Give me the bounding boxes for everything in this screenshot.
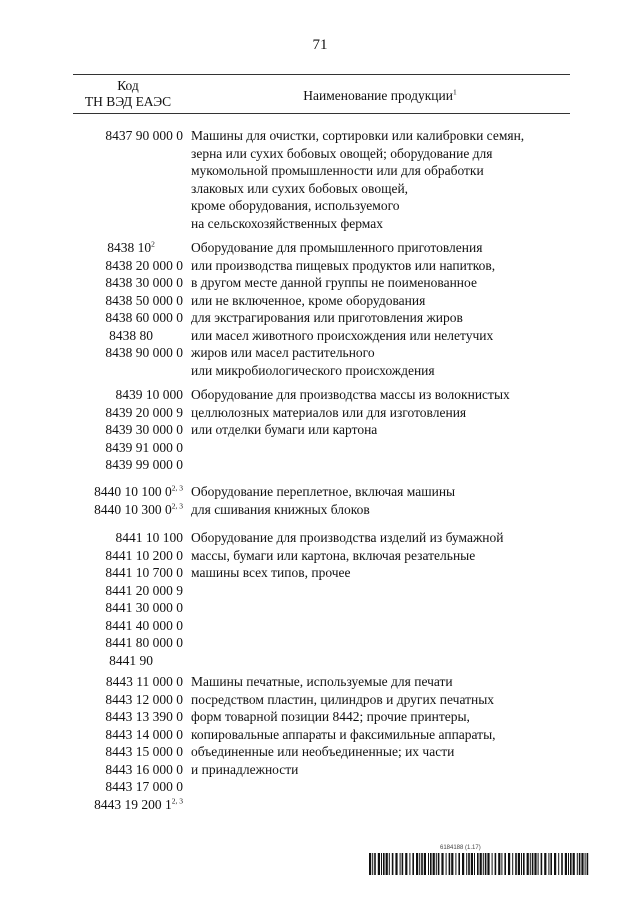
tnved-code: [73, 456, 183, 474]
code-text: 8438 30 000 0: [105, 275, 183, 290]
header-name-label: Наименование продукции: [303, 88, 453, 103]
code-text: 8443 19 200 1: [94, 796, 172, 812]
tnved-code: [73, 257, 183, 275]
tnved-code: [73, 726, 183, 744]
description-line: мукомольной промышленности или для обработки: [191, 163, 484, 178]
description-line: Оборудование для производства массы из волокнистых: [191, 387, 510, 402]
description-line: Машины для очистки, сортировки или калибровки семян,: [191, 128, 525, 143]
code-text: 8441 10 100: [115, 530, 183, 545]
code-text: 8439 10 000: [115, 387, 183, 402]
tnved-code: [73, 344, 183, 362]
code-cell: [73, 127, 183, 145]
code-text: 8443 12 000 0: [105, 691, 183, 707]
tnved-code: [73, 796, 183, 814]
tnved-code: [73, 529, 183, 547]
description-line: машины всех типов, прочее: [191, 565, 351, 580]
tnved-code: [73, 239, 183, 257]
description-line: Оборудование переплетное, включая машины: [191, 484, 456, 499]
tnved-code: [73, 483, 183, 501]
tnved-code: [73, 634, 183, 652]
code-text: 8443 16 000 0: [105, 761, 183, 777]
tnved-code: [73, 127, 183, 145]
code-text: 8441 10 200 0: [105, 547, 183, 563]
description-line: для сшивания книжных блоков: [191, 501, 370, 517]
tnved-code: [73, 582, 183, 600]
header-product-name: [190, 88, 570, 104]
description-line: и принадлежности: [191, 761, 299, 777]
description-cell: [191, 127, 581, 232]
code-text: 8438 50 000 0: [105, 292, 183, 308]
table-top-rule: [73, 74, 570, 75]
description-line: объединенные или необъединенные; их части: [191, 744, 455, 759]
code-footnote: 2, 3: [171, 501, 183, 510]
tnved-code: [73, 309, 183, 327]
description-cell: [191, 483, 581, 518]
code-text: 8438 60 000 0: [105, 310, 183, 325]
tnved-code: [73, 708, 183, 726]
description-line: или масел животного происхождения или нелетучих: [191, 327, 494, 343]
tnved-code: [73, 564, 183, 582]
code-text: 8440 10 300 0: [94, 501, 172, 517]
code-text: 8441 20 000 9: [105, 582, 183, 598]
header-name-footnote: 1: [452, 87, 457, 97]
code-text: 8443 11 000 0: [105, 674, 183, 689]
tnved-code: [73, 547, 183, 565]
description-cell: [191, 239, 581, 379]
code-cell: [73, 239, 183, 362]
description-line: или производства пищевых продуктов или напитков,: [191, 257, 496, 273]
tnved-code: [73, 673, 183, 691]
description-line: зерна или сухих бобовых овощей; оборудование для: [191, 145, 493, 161]
header-code-line2: ТН ВЭД ЕАЭС: [84, 94, 172, 109]
tnved-code: [73, 404, 183, 422]
code-text: 8443 14 000 0: [105, 726, 183, 742]
tnved-code: [73, 274, 183, 292]
description-line: кроме оборудования, используемого: [191, 198, 400, 213]
description-line: копировальные аппараты и факсимильные аппараты,: [191, 726, 496, 742]
description-cell: [191, 673, 581, 778]
code-cell: [73, 673, 183, 813]
description-line: Машины печатные, используемые для печати: [191, 674, 453, 689]
tnved-code: [73, 292, 183, 310]
tnved-code: [73, 327, 183, 345]
description-line: массы, бумаги или картона, включая резательные: [191, 547, 476, 563]
code-text: 8439 30 000 0: [105, 422, 183, 437]
tnved-code: [73, 386, 183, 404]
code-text: 8439 20 000 9: [105, 404, 183, 420]
description-line: или не включенное, кроме оборудования: [191, 292, 426, 308]
tnved-code: [73, 761, 183, 779]
description-line: на сельскохозяйственных фермах: [191, 215, 383, 231]
description-line: жиров или масел растительного: [191, 345, 375, 360]
code-text: 8438 10: [107, 240, 152, 255]
code-footnote: 2, 3: [171, 796, 183, 805]
code-text: 8441 80 000 0: [105, 635, 183, 650]
code-text: 8440 10 100 0: [94, 484, 172, 499]
description-cell: [191, 386, 581, 439]
code-text: 8437 90 000 0: [105, 128, 183, 143]
tnved-code: [73, 421, 183, 439]
code-footnote: 2, 3: [171, 483, 183, 493]
tnved-code: [73, 599, 183, 617]
code-text: 8438 80: [109, 327, 153, 343]
description-line: в другом месте данной группы не поименованное: [191, 275, 477, 290]
code-text: 8439 91 000 0: [105, 439, 183, 455]
code-text: 8438 90 000 0: [105, 345, 183, 360]
code-footnote: 2: [151, 239, 155, 249]
code-cell: [73, 483, 183, 518]
tnved-code: [73, 439, 183, 457]
description-line: или отделки бумаги или картона: [191, 422, 378, 437]
code-text: 8441 10 700 0: [105, 565, 183, 580]
description-line: или микробиологического происхождения: [191, 362, 435, 378]
tnved-code: [73, 501, 183, 519]
code-text: 8439 99 000 0: [105, 457, 183, 472]
tnved-code: [73, 652, 183, 670]
code-text: 8441 30 000 0: [105, 600, 183, 615]
header-code-line1: Код: [117, 78, 139, 93]
footer-stamp: 6184188 (1.17): [440, 845, 481, 851]
description-cell: [191, 529, 581, 582]
table-header-rule: [73, 113, 570, 114]
tnved-code: [73, 778, 183, 796]
description-line: Оборудование для промышленного приготовления: [191, 240, 483, 255]
code-text: 8441 90: [109, 652, 153, 668]
description-line: злаковых или сухих бобовых овощей,: [191, 180, 409, 196]
description-line: форм товарной позиции 8442; прочие принтеры,: [191, 709, 470, 724]
code-cell: [73, 386, 183, 474]
header-code: [73, 78, 183, 110]
description-line: Оборудование для производства изделий из бумажной: [191, 530, 504, 545]
code-cell: [73, 529, 183, 669]
description-line: для экстрагирования или приготовления жиров: [191, 310, 463, 325]
tnved-code: [73, 691, 183, 709]
code-text: 8443 15 000 0: [105, 744, 183, 759]
code-text: 8443 13 390 0: [105, 709, 183, 724]
tnved-code: [73, 617, 183, 635]
page-number: 71: [312, 37, 328, 53]
barcode: [369, 853, 589, 875]
code-text: 8438 20 000 0: [105, 257, 183, 273]
description-line: целлюлозных материалов или для изготовления: [191, 404, 467, 420]
tnved-code: [73, 743, 183, 761]
description-line: посредством пластин, цилиндров и других печатных: [191, 691, 495, 707]
code-text: 8441 40 000 0: [105, 617, 183, 633]
code-text: 8443 17 000 0: [105, 779, 183, 794]
